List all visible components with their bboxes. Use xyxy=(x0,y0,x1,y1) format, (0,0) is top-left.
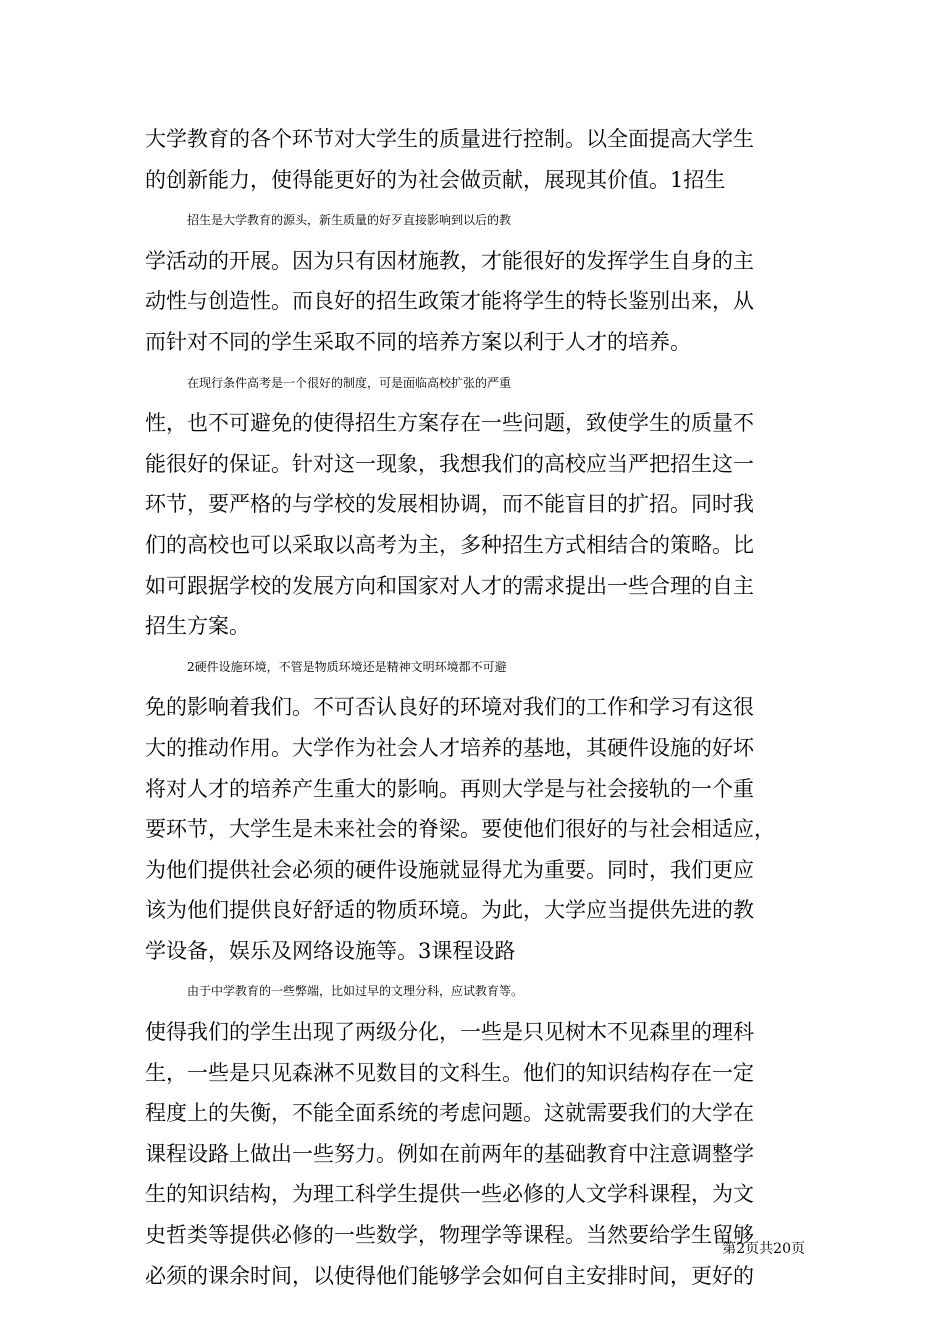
text-line: 学设备，娱乐及网络设施等。3课程设路 xyxy=(145,938,516,963)
text-line: 免的影响着我们。不可否认良好的环境对我们的工作和学习有这很 xyxy=(145,695,754,720)
text-line: 招生方案。 xyxy=(145,614,250,639)
text-line: 课程设路上做出一些努力。例如在前两年的基础教育中注意调整学 xyxy=(145,1141,754,1166)
text-line: 环节，要严格的与学校的发展相协调，而不能盲目的扩招。同时我 xyxy=(145,492,754,517)
body-text xyxy=(145,119,810,1296)
text-line: 性，也不可避免的使得招生方案存在一些问题，致使学生的质量不 xyxy=(145,411,754,436)
text-line: 生的知识结构，为理工科学生提供一些必修的人文学科课程，为文 xyxy=(145,1182,754,1207)
text-line: 要环节，大学生是未来社会的脊梁。要使他们很好的与社会相适应， xyxy=(145,817,775,842)
text-line: 们的高校也可以采取以高考为主，多种招生方式相结合的策略。比 xyxy=(145,532,754,557)
text-line: 动性与创造性。而良好的招生政策才能将学生的特长鉴别出来，从 xyxy=(145,289,754,314)
text-line: 的创新能力，使得能更好的为社会做贡献，展现其价值。1招生 xyxy=(145,167,726,192)
text-line: 使得我们的学生出现了两级分化，一些是只见树木不见森里的理科 xyxy=(145,1020,754,1045)
paragraph-first-line: 在现行条件高考是一个很好的制度，可是面临高校扩张的严重 xyxy=(187,375,512,390)
text-line: 生，一些是只见森淋不见数目的文科生。他们的知识结构存在一定 xyxy=(145,1060,754,1085)
text-line: 能很好的保证。针对这一现象，我想我们的高校应当严把招生这一 xyxy=(145,451,754,476)
text-line: 而针对不同的学生采取不同的培养方案以利于人才的培养。 xyxy=(145,329,691,354)
text-line: 该为他们提供良好舒适的物质环境。为此，大学应当提供先进的教 xyxy=(145,898,754,923)
text-line: 程度上的失衡，不能全面系统的考虑问题。这就需要我们的大学在 xyxy=(145,1101,754,1126)
text-line: 史哲类等提供必修的一些数学，物理学等课程。当然要给学生留够 xyxy=(145,1223,754,1248)
text-line: 大的推动作用。大学作为社会人才培养的基地，其硬件设施的好坏 xyxy=(145,735,754,760)
text-line: 学活动的开展。因为只有因材施教，才能很好的发挥学生自身的主 xyxy=(145,248,754,273)
text-line: 必须的课余时间，以使得他们能够学会如何自主安排时间，更好的 xyxy=(145,1263,754,1288)
text-line: 如可跟据学校的发展方向和国家对人才的需求提出一些合理的自主 xyxy=(145,573,754,598)
text-line: 为他们提供社会必须的硬件设施就显得尤为重要。同时，我们更应 xyxy=(145,857,754,882)
page-number-footer: 第2页共20页 xyxy=(722,1241,805,1257)
text-line: 将对人才的培养产生重大的影响。再则大学是与社会接轨的一个重 xyxy=(145,776,754,801)
paragraph-first-line: 由于中学教育的一些弊端，比如过早的文理分科，应试教育等。 xyxy=(187,984,524,999)
paragraph-first-line: 招生是大学教育的源头，新生质量的好歹直接影响到以后的教 xyxy=(187,213,512,228)
paragraph-first-line: 2硬件设施环境，不管是物质环境还是精神文明环境都不可避 xyxy=(187,659,507,674)
text-line: 大学教育的各个环节对大学生的质量进行控制。以全面提高大学生 xyxy=(145,127,754,151)
